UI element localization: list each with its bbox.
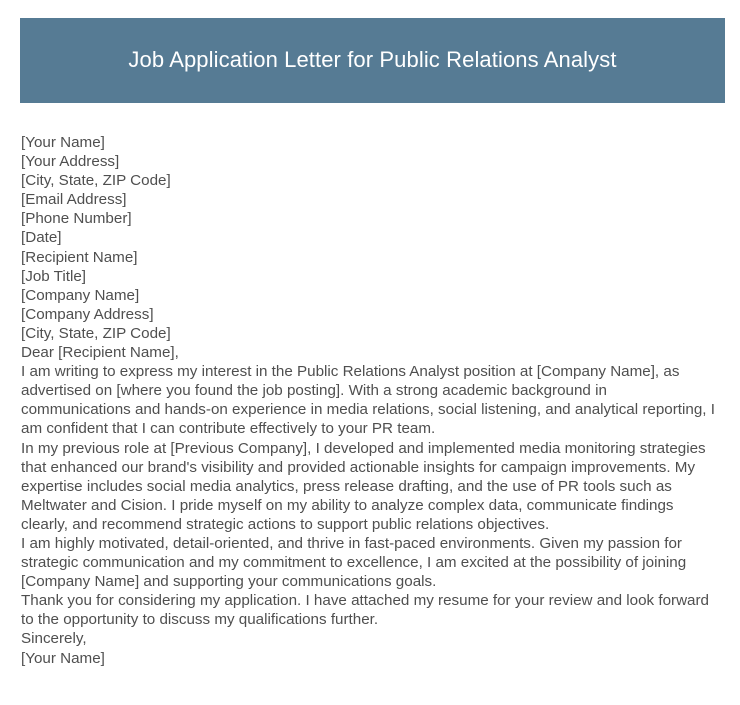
salutation: Dear [Recipient Name], [21,344,179,362]
address-line: [Job Title] [21,267,86,285]
address-line: [Date] [21,229,62,247]
address-line: [City, State, ZIP Code] [21,172,171,190]
document-header-banner [20,18,725,103]
body-paragraph: I am highly motivated, detail-oriented, and thrive in fast-paced environments. Given my passion for strategic communication and my commitment to excellence, I am excited at the possibility of joining [Company Name] and supporting your communications goals. [21,534,687,591]
letter-content [21,133,719,668]
address-line: [Your Name] [21,134,105,151]
body-paragraph: In my previous role at [Previous Company], I developed and implemented media monitoring strategies that enhanced our brand's visibility and provided actionable insights for campaign improvements. My expertise includes social media analytics, press release drafting, and the use of PR tools such as Meltwater and Cision. I pride myself on my ability to analyze complex data, communicate findings clearly, and recommend strategic actions to support public relations objectives. [21,439,706,533]
address-line: [Phone Number] [21,210,132,228]
address-line: [Email Address] [21,191,127,209]
address-line: [Company Name] [21,286,140,304]
signature-name: [Your Name] [21,649,105,667]
address-line: [Recipient Name] [21,248,138,266]
address-line: [Company Address] [21,305,154,323]
address-line: [City, State, ZIP Code] [21,324,171,342]
page-title: Job Application Letter for Public Relations Analyst [128,47,617,73]
address-line: [Your Address] [21,153,120,171]
closing-salutation: Sincerely, [21,630,87,648]
body-paragraph: Thank you for considering my application. I have attached my resume for your review and look forward to the opportunity to discuss my qualifications further. [21,592,709,629]
sender-recipient-address-block [21,133,719,343]
body-paragraph: I am writing to express my interest in the Public Relations Analyst position at [Company Name], as advertised on [where you found the job posting]. With a strong academic background in communications and hands-on experience in media relations, social listening, and analytical reporting, I am confident that I can contribute effectively to your PR team. [21,363,715,438]
